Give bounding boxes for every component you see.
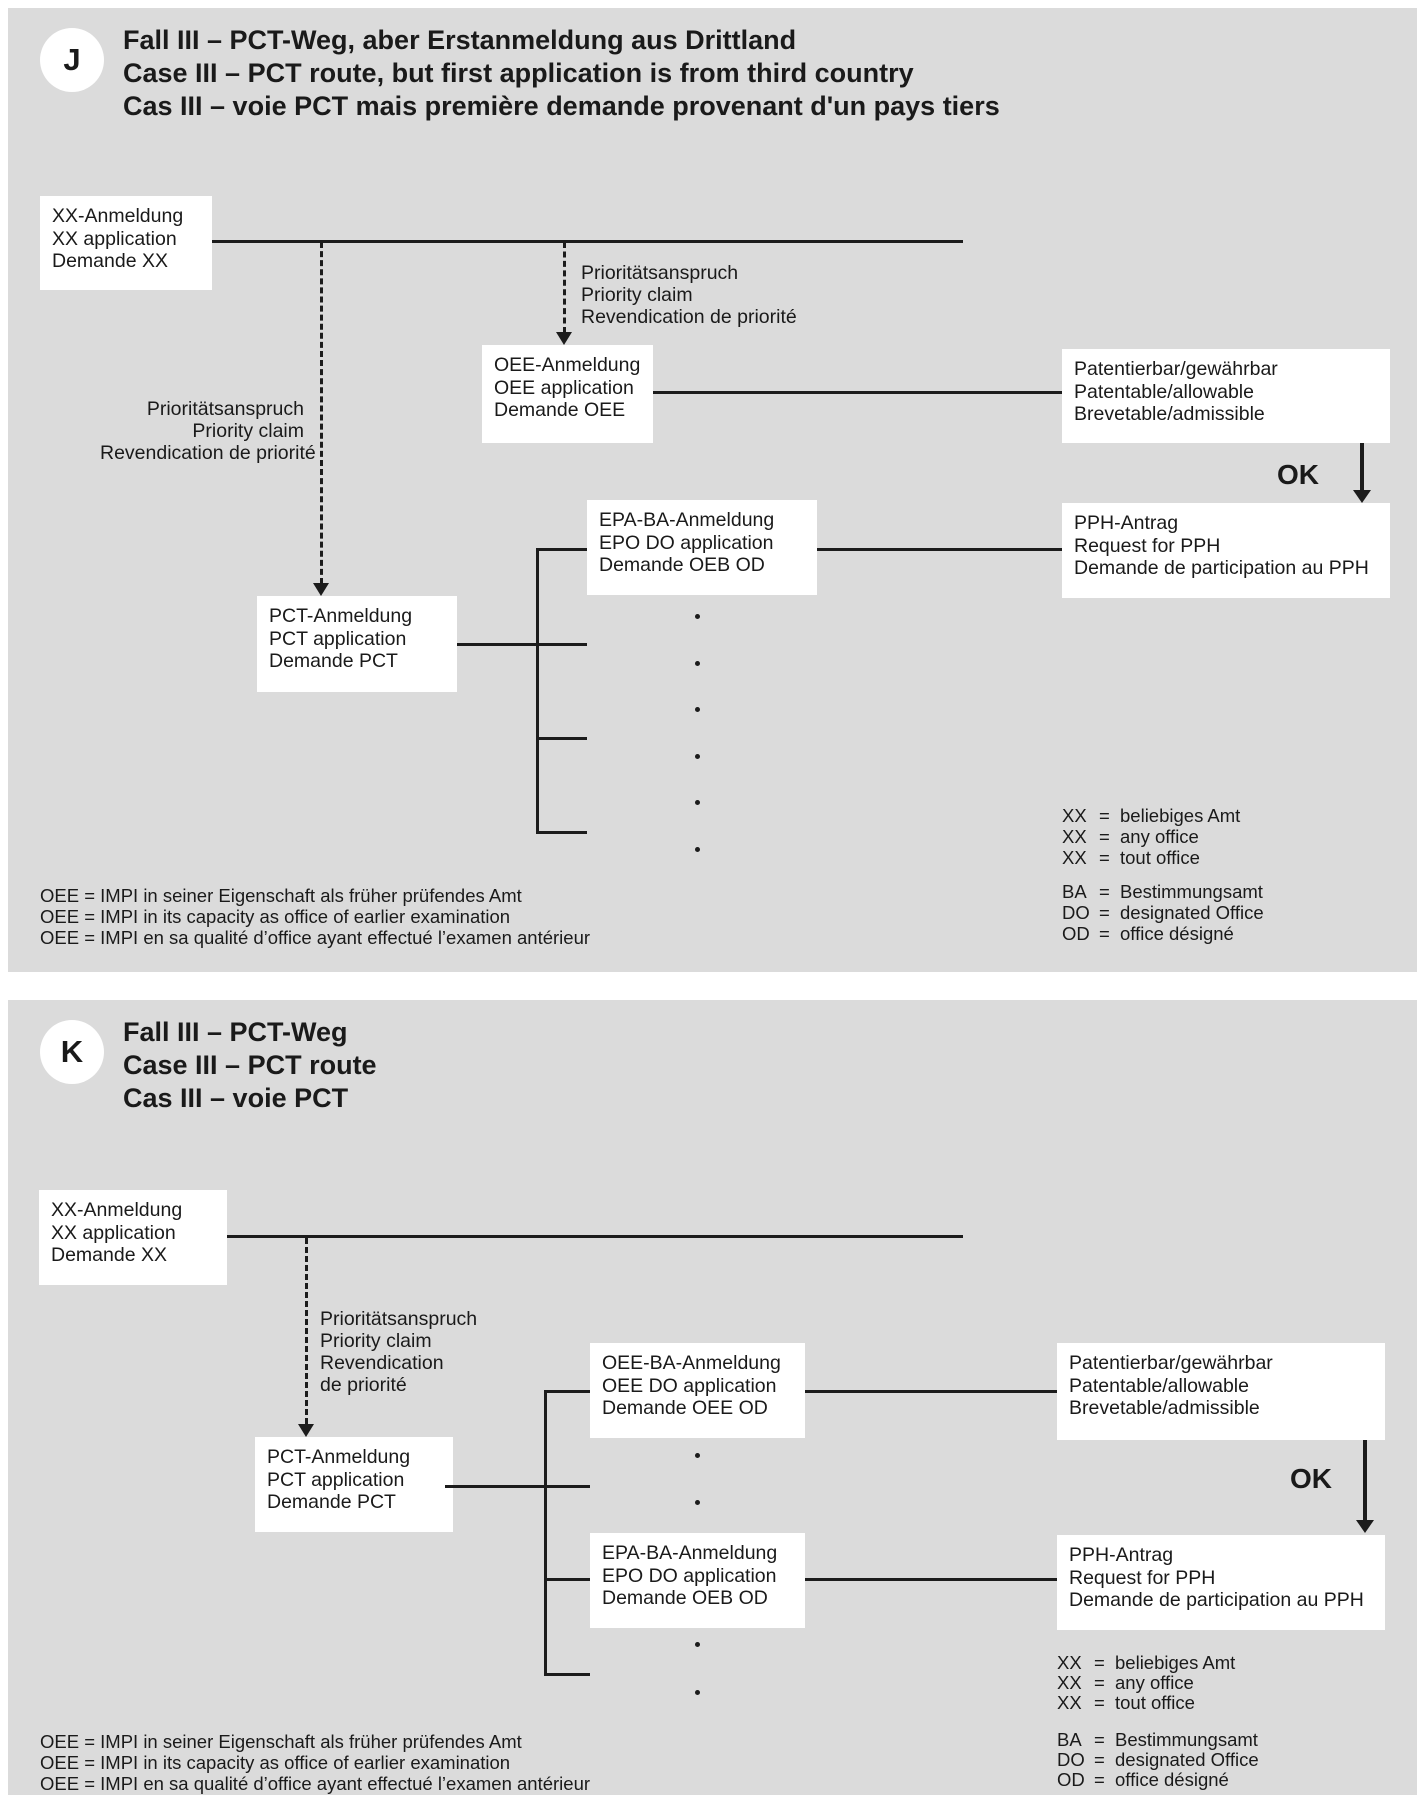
box-line: Demande de participation au PPH (1074, 557, 1369, 579)
box-line: OEE-BA-Anmeldung (602, 1352, 781, 1374)
box-line: Demande OEE (494, 399, 626, 421)
legend-line: OEE = IMPI in seiner Eigenschaft als früher prüfendes Amt (40, 885, 522, 906)
legend-def: designated Office (1120, 902, 1264, 923)
legend-eq: = (1094, 1749, 1105, 1770)
label-line: Prioritätsanspruch (581, 262, 739, 284)
ellipsis-dot (695, 1690, 700, 1695)
legend-abbr: DO (1057, 1749, 1085, 1770)
box-line: PCT application (269, 627, 407, 650)
label-line: de priorité (320, 1374, 407, 1396)
legend-def: Bestimmungsamt (1120, 881, 1263, 902)
box-patentable (1057, 1343, 1385, 1440)
branch-line (544, 1578, 590, 1581)
panel-j-title-fr: Cas III – voie PCT mais première demande provenant d'un pays tiers (123, 91, 1000, 121)
legend-ba-do-od (1062, 881, 1264, 944)
connector-pct-trunk (457, 643, 587, 646)
legend-eq: = (1099, 826, 1110, 847)
legend-row (1062, 902, 1264, 923)
box-line: XX application (52, 227, 177, 250)
legend-eq: = (1099, 902, 1110, 923)
legend-eq: = (1099, 847, 1110, 868)
label-line: Prioritätsanspruch (146, 398, 304, 420)
legend-def: Bestimmungsamt (1115, 1729, 1258, 1750)
legend-row (1057, 1653, 1235, 1673)
ellipsis-dot (695, 614, 700, 619)
box-line: EPA-BA-Anmeldung (599, 509, 775, 531)
ellipsis-dot (695, 1500, 700, 1505)
label-line: Priority claim (320, 1330, 432, 1352)
ellipsis-dot (695, 1642, 700, 1647)
legend-eq: = (1099, 805, 1110, 826)
box-line: XX-Anmeldung (52, 205, 184, 227)
box-line: Patentierbar/gewährbar (1069, 1352, 1273, 1374)
legend-row (1062, 805, 1240, 826)
legend-line: OEE = IMPI in its capacity as office of earlier examination (40, 1752, 511, 1773)
label-line: Revendication de priorité (581, 306, 797, 328)
legend-line: OEE = IMPI in its capacity as office of earlier examination (40, 906, 511, 927)
legend-row (1057, 1770, 1259, 1790)
panel-j-title-de: Fall III – PCT-Weg, aber Erstanmeldung aus Drittland (123, 25, 797, 55)
legend-eq: = (1099, 923, 1110, 944)
priority-arrow-dashed (563, 242, 566, 333)
arrowhead-icon (313, 583, 329, 596)
legend-abbr: XX (1057, 1672, 1082, 1693)
box-line: EPO DO application (599, 531, 774, 554)
legend-abbr: XX (1057, 1652, 1082, 1673)
legend-def: tout office (1115, 1692, 1195, 1713)
box-line: Request for PPH (1074, 534, 1221, 557)
panel-k-title-de: Fall III – PCT-Weg (123, 1017, 348, 1047)
legend-eq: = (1099, 881, 1110, 902)
legend-abbr: BA (1057, 1729, 1082, 1750)
box-line: OEE-Anmeldung (494, 354, 641, 376)
legend-def: beliebiges Amt (1115, 1652, 1236, 1673)
box-line: Demande de participation au PPH (1069, 1589, 1364, 1611)
box-line: PCT-Anmeldung (267, 1446, 411, 1468)
box-line: Brevetable/admissible (1069, 1397, 1260, 1419)
box-line: Brevetable/admissible (1074, 403, 1265, 425)
arrowhead-icon (1356, 1520, 1374, 1533)
legend-def: any office (1115, 1672, 1194, 1693)
box-line: OEE application (494, 376, 634, 399)
ellipsis-dot (695, 661, 700, 666)
label-line: Prioritätsanspruch (320, 1308, 478, 1330)
legend-line: OEE = IMPI in seiner Eigenschaft als früher prüfendes Amt (40, 1731, 522, 1752)
legend-eq: = (1094, 1652, 1105, 1673)
legend-eq: = (1094, 1769, 1105, 1790)
legend-row (1057, 1673, 1235, 1693)
panel-k-badge (40, 1020, 104, 1084)
priority-arrow-dashed (320, 242, 323, 584)
legend-line: OEE = IMPI en sa qualité d’office ayant effectué l’examen antérieur (40, 1773, 591, 1794)
ok-label: OK (1277, 459, 1319, 490)
legend-row (1057, 1730, 1259, 1750)
box-line: Request for PPH (1069, 1566, 1216, 1589)
box-line: Patentable/allowable (1074, 380, 1254, 403)
connector-timeline (212, 240, 963, 243)
box-line: XX application (51, 1221, 176, 1244)
legend-abbr: XX (1057, 1692, 1082, 1713)
priority-claim-label-right (581, 262, 797, 328)
legend-row (1062, 826, 1240, 847)
box-oee-do-application (590, 1343, 805, 1438)
box-line: XX-Anmeldung (51, 1199, 183, 1221)
arrowhead-icon (298, 1424, 314, 1437)
box-line: Patentierbar/gewährbar (1074, 358, 1278, 380)
box-line: Demande OEB OD (599, 554, 765, 576)
branch-line (544, 1390, 590, 1393)
box-patentable (1062, 349, 1390, 443)
box-line: OEE DO application (602, 1374, 777, 1397)
legend-row (1057, 1693, 1235, 1713)
legend-eq: = (1094, 1672, 1105, 1693)
legend-def: any office (1120, 826, 1199, 847)
box-line: EPO DO application (602, 1564, 777, 1587)
legend-row (1062, 847, 1240, 868)
ellipsis-dot (695, 800, 700, 805)
panel-k-title-en: Case III – PCT route (123, 1050, 377, 1080)
ellipsis-dot (695, 1453, 700, 1458)
branch-trunk (536, 548, 539, 834)
branch-trunk (544, 1390, 547, 1676)
panel-k-badge-letter: K (60, 1034, 84, 1069)
box-line: Demande OEE OD (602, 1397, 768, 1419)
branch-line (544, 1673, 590, 1676)
legend-eq: = (1094, 1729, 1105, 1750)
panel-j-badge (40, 28, 104, 92)
box-line: Demande OEB OD (602, 1587, 768, 1609)
box-line: Demande XX (51, 1244, 167, 1266)
panel-j-badge-letter: J (63, 42, 81, 77)
box-line: Patentable/allowable (1069, 1374, 1249, 1397)
ellipsis-dot (695, 847, 700, 852)
legend-def: office désigné (1120, 923, 1234, 944)
branch-line (536, 831, 587, 834)
connector-pct-trunk (445, 1485, 590, 1488)
box-line: PPH-Antrag (1074, 512, 1179, 534)
legend-def: office désigné (1115, 1769, 1229, 1790)
box-epo-do-application (590, 1533, 805, 1628)
legend-abbr: DO (1062, 902, 1090, 923)
legend-abbr: XX (1062, 805, 1087, 826)
priority-claim-label-left (100, 398, 316, 464)
panel-j-title-en: Case III – PCT route, but first application is from third country (123, 58, 914, 88)
legend-eq: = (1094, 1692, 1105, 1713)
panel-k-title-fr: Cas III – voie PCT (123, 1083, 349, 1113)
box-line: Demande XX (52, 250, 168, 272)
branch-line (536, 548, 587, 551)
legend-abbr: BA (1062, 881, 1087, 902)
priority-claim-label (320, 1308, 477, 1396)
box-xx-application (39, 1190, 227, 1285)
branch-line (536, 737, 587, 740)
ok-label: OK (1290, 1463, 1332, 1494)
ellipsis-dot (695, 754, 700, 759)
arrowhead-icon (556, 332, 572, 345)
label-line: Priority claim (192, 420, 304, 442)
legend-row (1062, 881, 1264, 902)
box-pct-application (255, 1437, 453, 1532)
legend-abbr: XX (1062, 847, 1087, 868)
connector-epo-pph (817, 548, 1062, 551)
box-epo-do-application (587, 500, 817, 595)
connector-oee-patentable (653, 391, 1062, 394)
legend-row (1057, 1750, 1259, 1770)
label-line: Revendication (320, 1352, 444, 1374)
connector-timeline (227, 1235, 963, 1238)
box-line: PPH-Antrag (1069, 1544, 1174, 1566)
box-xx-application (40, 196, 212, 290)
panel-j-title (123, 24, 1000, 123)
box-line: EPA-BA-Anmeldung (602, 1542, 778, 1564)
box-pct-application (257, 596, 457, 692)
legend-xx (1062, 805, 1240, 868)
legend-abbr: OD (1062, 923, 1090, 944)
panel-k-title (123, 1016, 377, 1115)
panel-j (8, 8, 1417, 972)
legend-oee (40, 885, 590, 948)
legend-abbr: XX (1062, 826, 1087, 847)
ok-arrow-line (1363, 1440, 1367, 1520)
box-line: Demande PCT (269, 650, 398, 672)
ok-arrow-line (1360, 443, 1364, 491)
legend-def: beliebiges Amt (1120, 805, 1241, 826)
box-line: PCT-Anmeldung (269, 605, 413, 627)
priority-arrow-dashed (305, 1238, 308, 1424)
legend-xx (1057, 1653, 1235, 1713)
box-pph-request (1057, 1535, 1385, 1630)
arrowhead-icon (1353, 490, 1371, 503)
legend-def: tout office (1120, 847, 1200, 868)
legend-oee (40, 1731, 590, 1794)
legend-line: OEE = IMPI en sa qualité d’office ayant effectué l’examen antérieur (40, 927, 591, 948)
panel-k (8, 1000, 1417, 1795)
connector-oee-patentable (805, 1390, 1057, 1393)
legend-abbr: OD (1057, 1769, 1085, 1790)
legend-ba-do-od (1057, 1730, 1259, 1790)
label-line: Priority claim (581, 284, 693, 306)
box-line: PCT application (267, 1468, 405, 1491)
label-line: Revendication de priorité (100, 442, 316, 464)
connector-epo-pph (805, 1578, 1057, 1581)
box-oee-application (482, 345, 653, 443)
box-line: Demande PCT (267, 1491, 396, 1513)
box-pph-request (1062, 503, 1390, 598)
legend-row (1062, 923, 1264, 944)
ellipsis-dot (695, 707, 700, 712)
legend-def: designated Office (1115, 1749, 1259, 1770)
